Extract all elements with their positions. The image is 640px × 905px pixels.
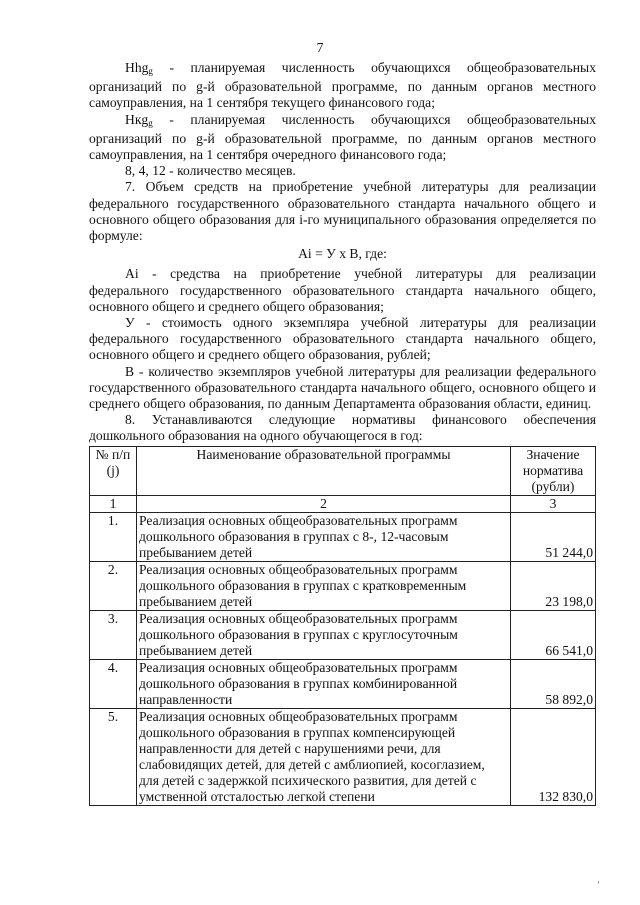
row-value: 51 244,0 xyxy=(511,512,596,561)
table-row xyxy=(90,610,596,659)
variable-hh: Hhg xyxy=(125,60,149,75)
paragraph-text: - планируемая численность обучающихся общеобразовательных организаций по g-й образовательной программе, по данным органов местного самоуправления, на 1 сентября очередного финансового года; xyxy=(89,111,596,163)
colnum-2: 2 xyxy=(137,495,511,512)
variable-subscript: g xyxy=(148,66,153,76)
row-number: 1. xyxy=(90,512,137,561)
paragraph-v: В - количество экземпляров учебной литературы для реализации федерального государственного образовательного стандарта начального общего, основного общего и среднего общего образования, по данным Департамента образования области, единиц. xyxy=(89,363,596,412)
row-number: 4. xyxy=(90,659,137,708)
header-number: № п/п (j) xyxy=(90,446,137,495)
row-program: Реализация основных общеобразовательных программ дошкольного образования в группах комбинированной направленности xyxy=(137,659,511,708)
table-row xyxy=(90,708,596,805)
row-program: Реализация основных общеобразовательных программ дошкольного образования в группах компенсирующей направленности для детей с нарушениями речи, для слабовидящих детей, для детей с амблиопией, косоглазием, для детей с задержкой психического развития, для детей с умственной отсталостью легкой степени xyxy=(137,708,511,805)
header-program: Наименование образовательной программы xyxy=(137,446,511,495)
paragraph-hkg xyxy=(89,112,596,164)
row-program: Реализация основных общеобразовательных программ дошкольного образования в группах с кратковременным пребыванием детей xyxy=(137,561,511,610)
paragraph-months: 8, 4, 12 - количество месяцев. xyxy=(125,163,296,179)
scan-mark: ' xyxy=(598,880,600,889)
row-value: 58 892,0 xyxy=(511,659,596,708)
row-number: 3. xyxy=(90,610,137,659)
formula: Ai = У х В, где: xyxy=(298,246,387,262)
row-value: 132 830,0 xyxy=(511,708,596,805)
variable-hk: Hкg xyxy=(125,111,149,127)
header-value: Значение норматива (рубли) xyxy=(511,446,596,495)
document-body xyxy=(89,60,596,806)
row-program: Реализация основных общеобразовательных программ дошкольного образования в группах с круглосуточным пребыванием детей xyxy=(137,610,511,659)
norms-table xyxy=(89,446,596,806)
table-row xyxy=(90,512,596,561)
paragraph-u: У - стоимость одного экземпляра учебной литературы для реализации федерального государственного образовательного стандарта начального общего, основного общего и среднего общего образования, рублей; xyxy=(89,315,596,363)
colnum-3: 3 xyxy=(511,495,596,512)
table-row xyxy=(90,561,596,610)
paragraph-hhg xyxy=(89,60,596,112)
table-row xyxy=(90,659,596,708)
row-value: 66 541,0 xyxy=(511,610,596,659)
table-header-row xyxy=(90,446,596,495)
row-value: 23 198,0 xyxy=(511,561,596,610)
paragraph-text: - планируемая численность обучающихся общеобразовательных организаций по g-й образовательной программе, по данным органов местного самоуправления, на 1 сентября текущего финансового года; xyxy=(89,60,596,111)
row-number: 2. xyxy=(90,561,137,610)
table-colnum-row xyxy=(90,495,596,512)
paragraph-item-7: 7. Объем средств на приобретение учебной литературы для реализации федерального государственного образовательного стандарта начального общего и основного общего образования для i-го муниципального образования определяется по формуле: xyxy=(89,179,596,244)
variable-subscript: g xyxy=(148,117,153,128)
colnum-1: 1 xyxy=(90,495,137,512)
paragraph-ai: Ai - средства на приобретение учебной литературы для реализации федерального государственного образовательного стандарта начального общего, основного общего и среднего общего образования; xyxy=(89,266,596,314)
row-number: 5. xyxy=(90,708,137,805)
row-program: Реализация основных общеобразовательных программ дошкольного образования в группах с 8-, 12-часовым пребыванием детей xyxy=(137,512,511,561)
page-number: 7 xyxy=(316,40,324,55)
paragraph-item-8: 8. Устанавливаются следующие нормативы финансового обеспечения дошкольного образования на одного обучающегося в год: xyxy=(89,412,596,444)
